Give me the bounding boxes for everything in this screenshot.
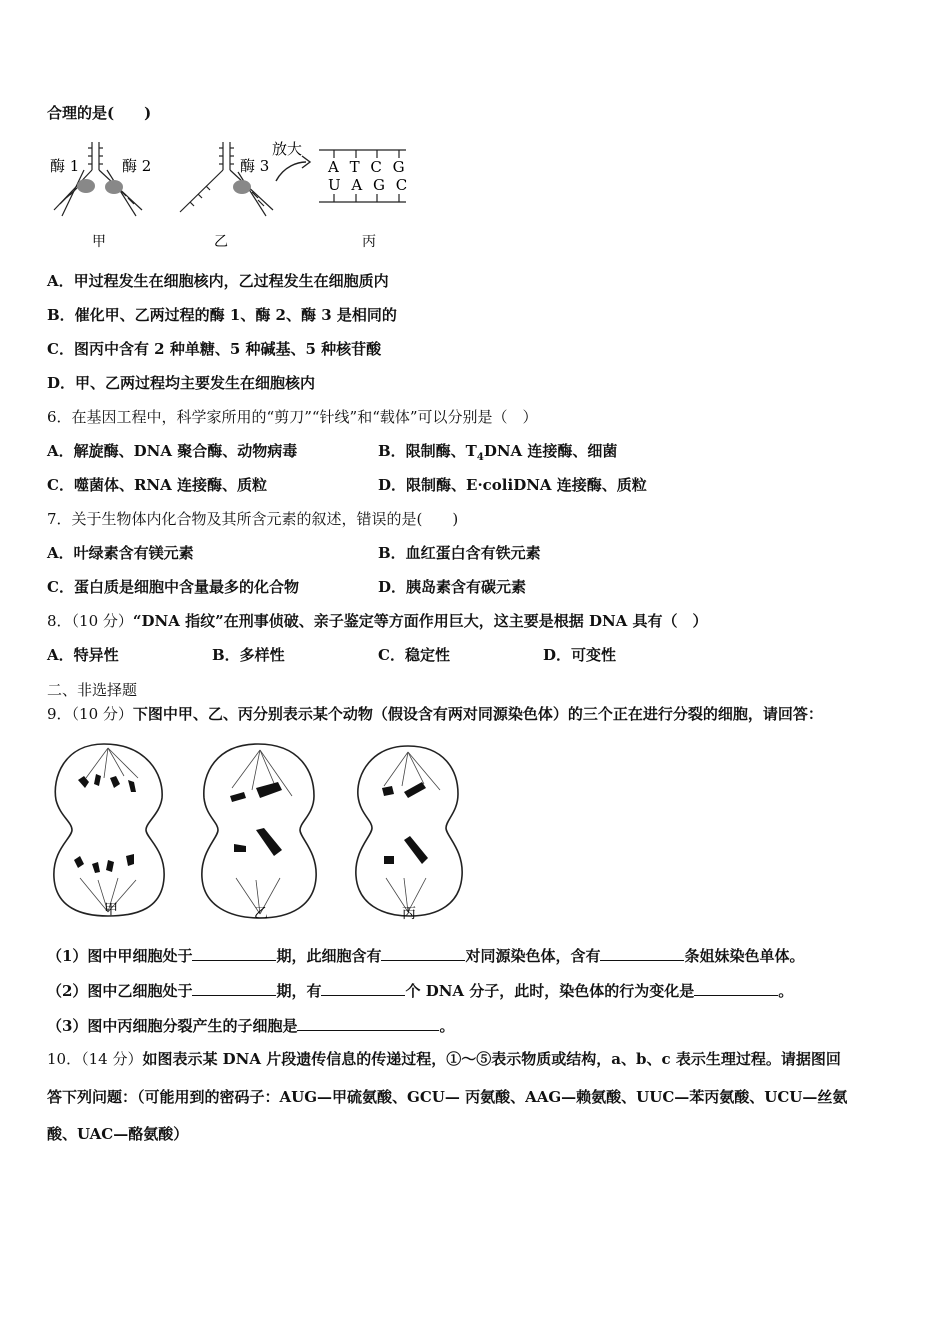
cap-jia: 甲 xyxy=(92,234,106,250)
enzyme3-blob xyxy=(233,180,251,194)
q9-sub1-d: 条姐妹染色单体。 xyxy=(684,947,805,965)
label-zoom: 放大 xyxy=(272,140,303,158)
seq-bottom: U A G C xyxy=(328,176,411,194)
q6-option-b-sub: 4 xyxy=(476,452,484,463)
q6-option-b xyxy=(378,441,617,468)
replication-transcription-diagram xyxy=(44,136,414,254)
q7-option-a: A．叶绿素含有镁元素 xyxy=(47,544,194,562)
label-enzyme2: 酶 2 xyxy=(122,157,152,175)
seq-top: A T C G xyxy=(328,158,408,176)
q9-sub2 xyxy=(47,981,793,1001)
section-heading: 二、非选择题 xyxy=(47,681,138,699)
q7-stem: 7．关于生物体内化合物及其所含元素的叙述，错误的是( ) xyxy=(47,510,459,528)
q9-figure xyxy=(46,738,476,928)
q8-stem-text: “DNA 指纹”在刑事侦破、亲子鉴定等方面作用巨大，这主要是根据 DNA 具有（ ） xyxy=(132,612,708,630)
blank-2-3[interactable] xyxy=(694,981,778,996)
blank-1-3[interactable] xyxy=(600,946,684,961)
q5-option-d: D．甲、乙两过程均主要发生在细胞核内 xyxy=(47,374,316,392)
q5-option-c: C．图丙中含有 2 种单糖、5 种碱基、5 种核苷酸 xyxy=(47,340,382,358)
cell-bing-outline xyxy=(356,746,462,916)
q9-stem-text: 下图中甲、乙、丙分别表示某个动物（假设含有两对同源染色体）的三个正在进行分裂的细胞，请回答： xyxy=(132,705,823,723)
label-enzyme1: 酶 1 xyxy=(50,157,80,175)
q8-option-c: C．稳定性 xyxy=(378,646,450,664)
q8-stem xyxy=(47,611,708,631)
blank-1-1[interactable] xyxy=(192,946,276,961)
q9-cap-bing: 丙 xyxy=(402,906,416,922)
q7-option-d: D．胰岛素含有碳元素 xyxy=(378,578,527,596)
q9-sub2-a: （2）图中乙细胞处于 xyxy=(47,982,193,1000)
q9-sub1-a: （1）图中甲细胞处于 xyxy=(47,947,193,965)
q7-option-c: C．蛋白质是细胞中含量最多的化合物 xyxy=(47,578,299,596)
blank-2-1[interactable] xyxy=(192,981,276,996)
cell-jia-outline xyxy=(54,744,164,916)
q6-option-a: A．解旋酶、DNA 聚合酶、动物病毒 xyxy=(47,442,298,460)
q9-stem xyxy=(47,704,823,724)
q9-stem-num: 9．（10 分） xyxy=(47,705,133,723)
q10-line1-text: 如图表示某 DNA 片段遗传信息的传递过程，①～⑤表示物质或结构，a、b、c 表示生理过程。请据图回 xyxy=(142,1050,841,1068)
cell-division-diagram xyxy=(46,738,476,928)
q8-stem-num: 8．（10 分） xyxy=(47,612,133,630)
q7-option-b: B．血红蛋白含有铁元素 xyxy=(378,544,541,562)
q5-option-a: A．甲过程发生在细胞核内，乙过程发生在细胞质内 xyxy=(47,272,389,290)
q8-option-a: A．特异性 xyxy=(47,646,119,664)
q8-option-d: D．可变性 xyxy=(543,646,617,664)
q9-sub1-b: 期，此细胞含有 xyxy=(276,947,382,965)
q5-stem-tail: 合理的是( ) xyxy=(47,104,152,122)
q9-sub2-b: 期，有 xyxy=(276,982,322,1000)
q9-sub1 xyxy=(47,946,805,966)
q5-option-b: B．催化甲、乙两过程的酶 1、酶 2、酶 3 是相同的 xyxy=(47,306,397,324)
q6-stem: 6．在基因工程中，科学家所用的“剪刀”“针线”和“载体”可以分别是（ ） xyxy=(47,408,538,426)
q9-cap-jia: 甲 xyxy=(104,902,118,918)
cap-yi: 乙 xyxy=(214,234,228,250)
q6-option-c: C．噬菌体、RNA 连接酶、质粒 xyxy=(47,476,267,494)
q10-stem-num: 10．（14 分） xyxy=(47,1050,143,1068)
enzyme2-blob xyxy=(105,180,123,194)
q10-line1 xyxy=(47,1049,841,1069)
q9-sub1-c: 对同源染色体，含有 xyxy=(465,947,601,965)
q9-sub2-d: 。 xyxy=(778,982,794,1000)
q9-sub2-c: 个 DNA 分子，此时，染色体的行为变化是 xyxy=(405,982,695,1000)
q9-sub3 xyxy=(47,1016,454,1036)
q6-option-b-post: DNA 连接酶、细菌 xyxy=(483,442,618,460)
blank-2-2[interactable] xyxy=(321,981,405,996)
q10-line2: 答下列问题：（可能用到的密码子：AUG—甲硫氨酸、GCU— 丙氨酸、AAG—赖氨酸、UUC—苯丙氨酸、UCU—丝氨 xyxy=(47,1088,848,1106)
label-enzyme3: 酶 3 xyxy=(240,157,270,175)
q5-figure xyxy=(44,136,414,254)
q8-option-b: B．多样性 xyxy=(212,646,285,664)
q10-line3: 酸、UAC—酪氨酸） xyxy=(47,1125,189,1143)
blank-1-2[interactable] xyxy=(381,946,465,961)
cap-bing: 丙 xyxy=(362,234,376,250)
enzyme1-blob xyxy=(77,179,95,193)
q9-sub3-a: （3）图中丙细胞分裂产生的子细胞是 xyxy=(47,1017,298,1035)
q6-option-d: D．限制酶、E·coliDNA 连接酶、质粒 xyxy=(378,476,647,494)
q9-cap-yi: 乙 xyxy=(254,906,268,922)
q9-sub3-b: 。 xyxy=(439,1017,455,1035)
blank-3-1[interactable] xyxy=(297,1016,439,1031)
q6-option-b-pre: B．限制酶、T xyxy=(378,442,477,460)
